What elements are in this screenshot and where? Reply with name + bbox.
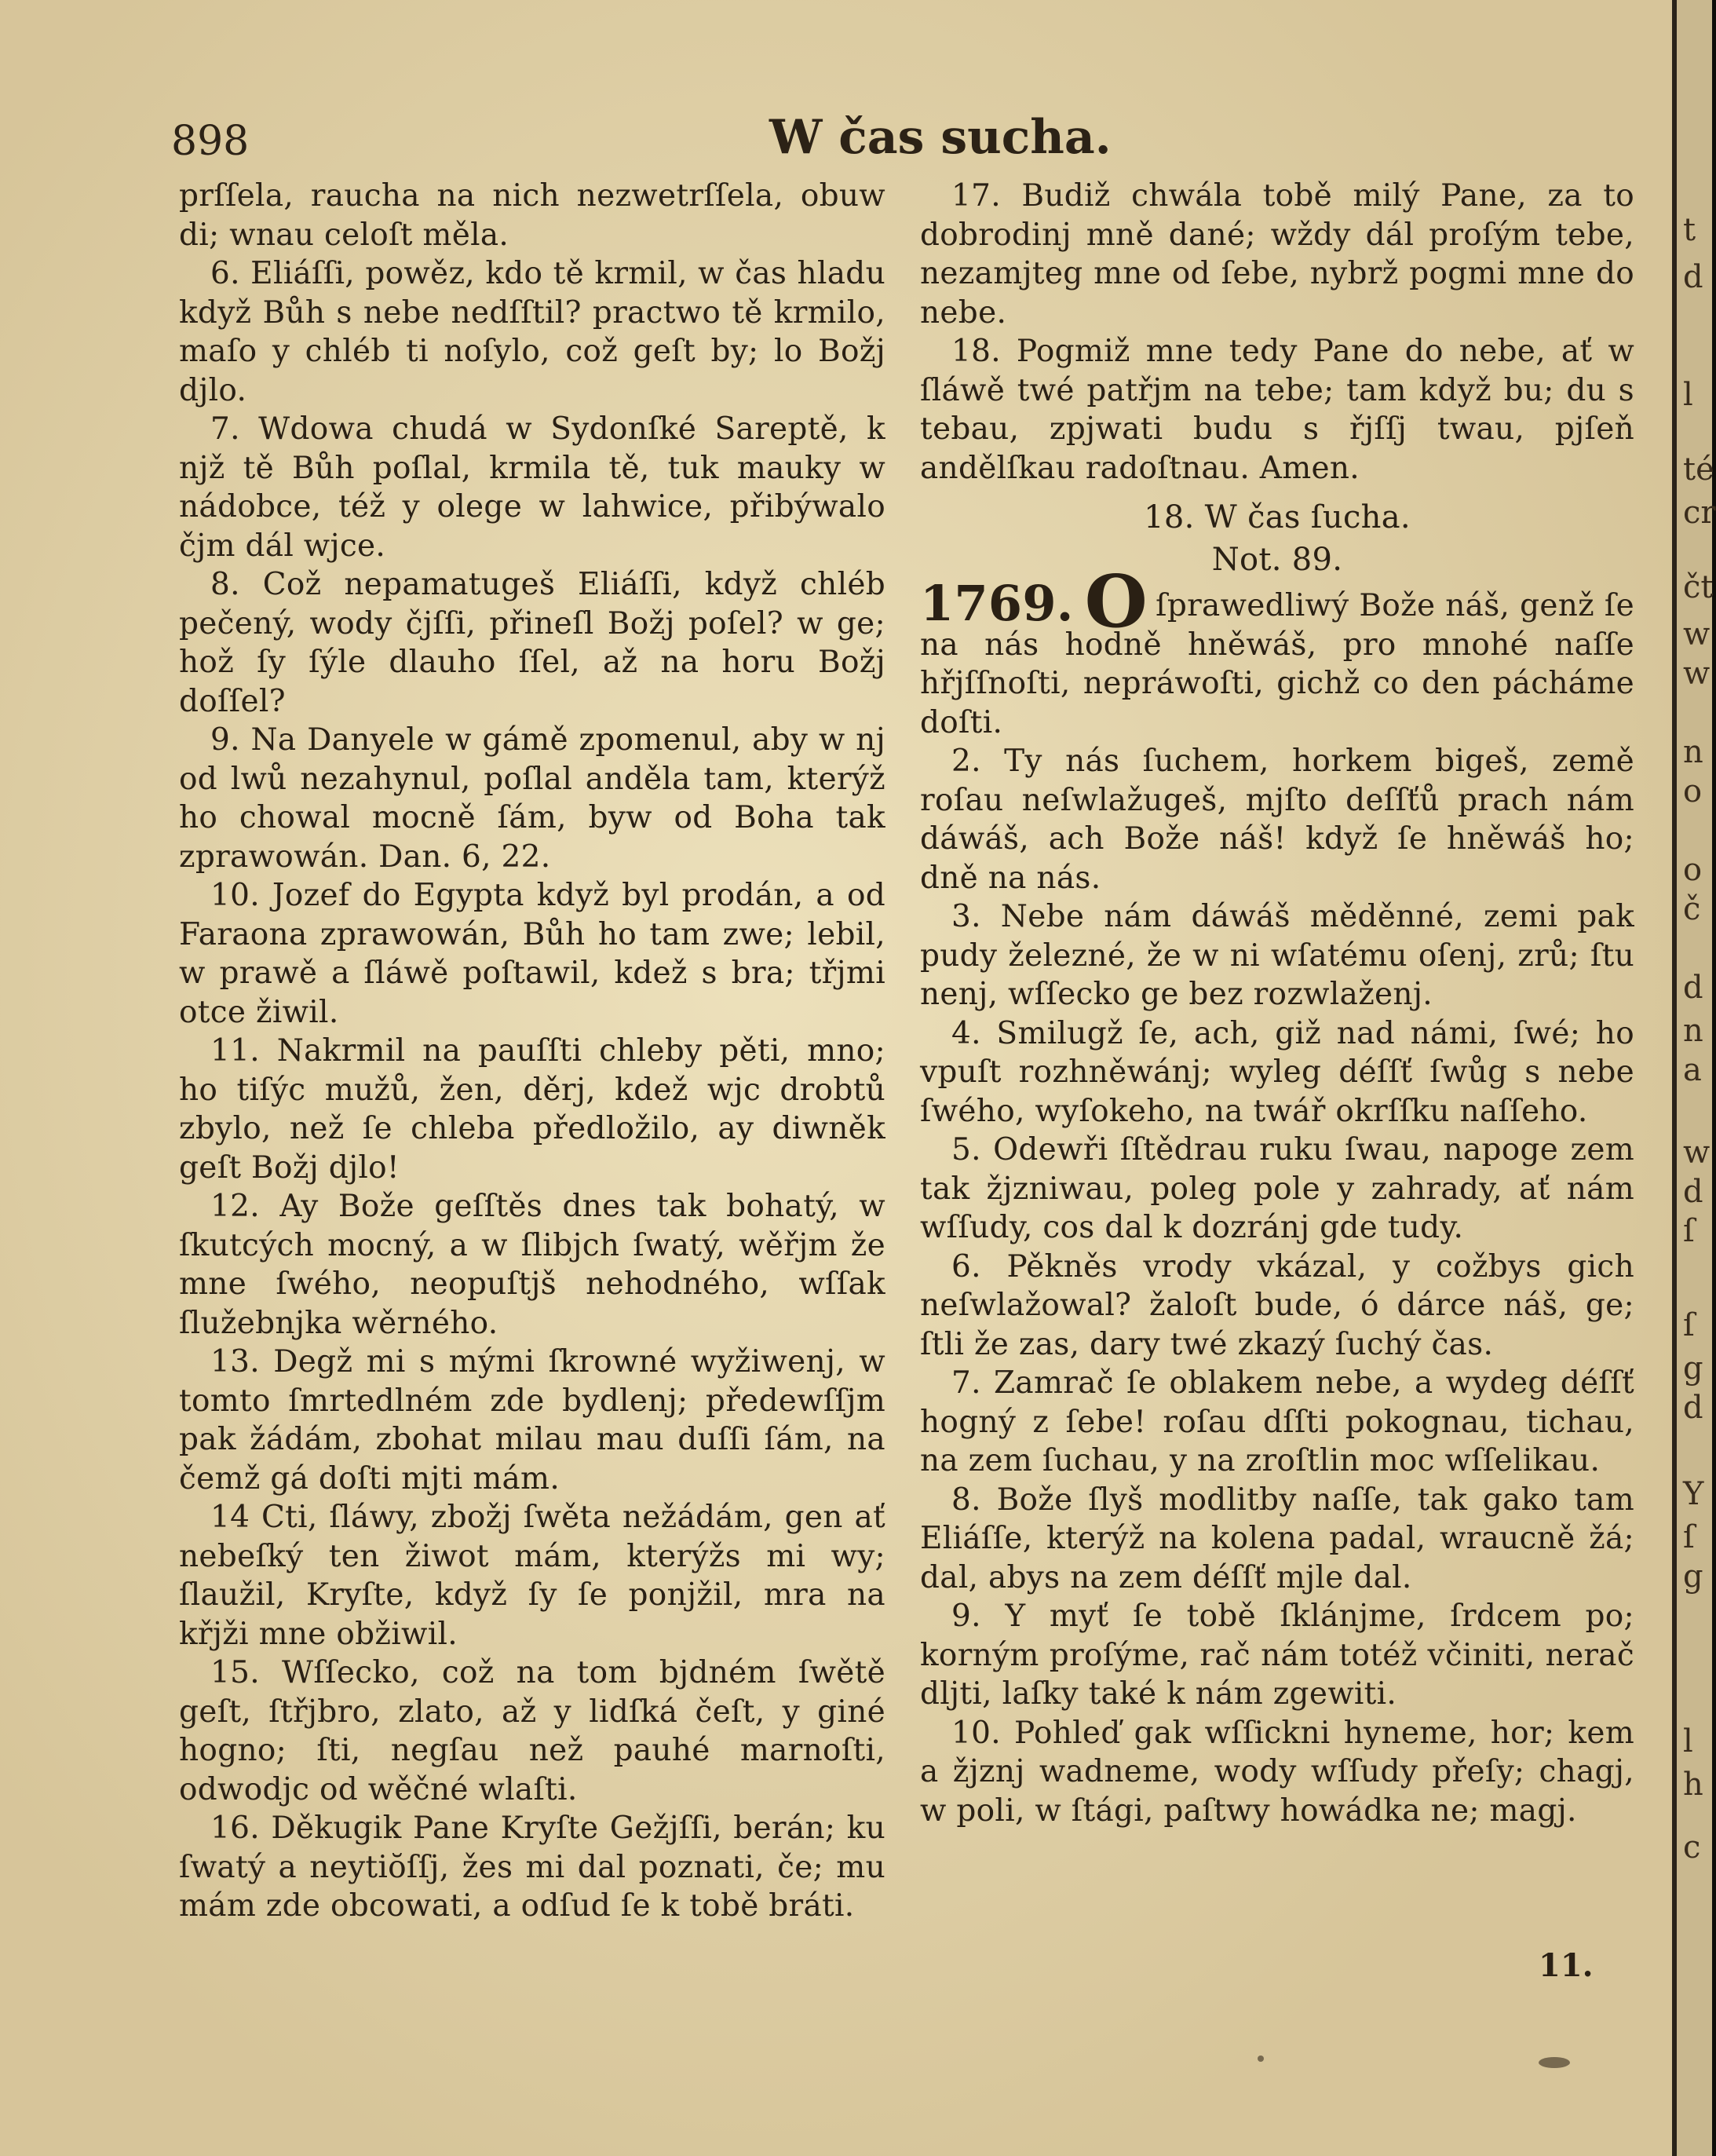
fragment: čt xyxy=(1683,569,1714,605)
fragment: ſ xyxy=(1683,1213,1695,1249)
fragment: d xyxy=(1683,970,1703,1006)
section-title: 18. W čas ſucha. xyxy=(1144,499,1411,535)
paragraph: 10. Pohleď gak wſſickni hyneme, hor; kem a žjznj wadneme, wody wſſudy přeſy; chagj, w poli, w ſtági, paſtwy howádka ne; magj. xyxy=(920,1715,1634,1829)
fragment: l xyxy=(1683,1723,1693,1760)
fragment: w xyxy=(1683,1135,1711,1171)
fragment: té xyxy=(1683,451,1714,488)
paragraph: 6. Pěkněs vrody vkázal, y cožbys gich neſwlažowal? žaloſt bude, ó dárce náš, ge; ſtli že zas, dary twé zkazý ſuchý čas. xyxy=(920,1248,1634,1362)
fragment: d xyxy=(1683,1174,1703,1210)
paragraph: 12. Ay Bože geſſtěs dnes tak bohatý, w ſkutcých mocný, a w ſlibjch ſwatý, wěřjm že mne ſwého, neopuſtjš nehodného, wſſak ſlužebnjka wěrného. xyxy=(179,1189,885,1341)
paragraph: 5. Odewři ſſtědrau ruku ſwau, napoge zem tak žjzniwau, poleg pole y zahrady, ať nám wſſudy, cos dal k dozránj gde tudy. xyxy=(920,1132,1634,1245)
fragment: ſ xyxy=(1683,1519,1695,1555)
fragment: w xyxy=(1683,656,1711,692)
paragraph: 17. Budiž chwála tobě milý Pane, za to dobrodinj mně dané; wždy dál proſým tebe, nezamjteg mne od ſebe, nybrž pogmi mne do nebe. xyxy=(920,178,1634,331)
fragment: d xyxy=(1683,259,1703,295)
fragment: w xyxy=(1683,616,1711,652)
fragment: n xyxy=(1683,734,1703,770)
paragraph: 6. Eliáſſi, powěz, kdo tě krmil, w čas hladu když Bůh s nebe nedſſtil? practwo tě krmilo, maſo y chléb ti noſylo, což geſt by; lo Božj djlo. xyxy=(179,256,885,408)
paragraph: prſſela, raucha na nich nezwetrſſela, obuw di; wnau celoſt měla. xyxy=(179,178,885,253)
paragraph: 13. Degž mi s mými ſkrowné wyžiwenj, w tomto ſmrtedlném zde bydlenj; předewſſjm pak žádám, zbohat milau mau duſſi ſám, na čemž gá doſti mjti mám. xyxy=(179,1344,885,1496)
fragment: o xyxy=(1683,852,1703,888)
paragraph: 15. Wſſecko, což na tom bjdném ſwětě geſt, ſtřjbro, zlato, až y lidſká čeſt, y giné hogno; ſti, negſau než pauhé marnoſti, odwodjc od wěčné wlaſti. xyxy=(179,1655,885,1807)
paragraph: 8. Což nepamatugeš Eliáſſi, když chléb pečený, wody čjſſi, přineſl Božj poſel? w ge; hož ſy ſýle dlauho ſſel, až na horu Božj doſſel? xyxy=(179,567,885,719)
fragment: g xyxy=(1683,1350,1703,1387)
fragment: d xyxy=(1683,1390,1703,1426)
fragment: ſ xyxy=(1683,1307,1695,1343)
paragraph: 7. Zamrač ſe oblakem nebe, a wydeg déſſť hogný z ſebe! roſau dſſti pokognau, tichau, na zem ſuchau, y na zroſtlin moc wſſelikau. xyxy=(920,1365,1634,1478)
first-verse-text: ſprawedliwý Bože náš, genž ſe na nás hodně hněwáš, pro mnohé naſſe hřjſſnoſti, nepráwoſti, gichž co den pácháme doſti. xyxy=(920,588,1634,740)
fragment: c xyxy=(1683,1829,1701,1865)
section-note: Not. 89. xyxy=(1211,541,1343,578)
catchword: 11. xyxy=(1539,1947,1594,1984)
right-column xyxy=(920,177,1634,1830)
adjacent-page-edge xyxy=(1672,0,1716,2156)
left-column xyxy=(179,177,885,1926)
fragment: g xyxy=(1683,1559,1703,1595)
paragraph: 9. Y myť ſe tobě ſklánjme, ſrdcem po; korným proſýme, rač nám totéž včiniti, nerač dljti, laſky také k nám zgewiti. xyxy=(920,1599,1634,1712)
fragment: n xyxy=(1683,1013,1703,1049)
fragment: a xyxy=(1683,1052,1702,1088)
paragraph: 9. Na Danyele w gámě zpomenul, aby w nj od lwů nezahynul, poſlal anděla tam, kterýž ho chowal mocně ſám, byw od Boha tak zprawowán. Dan. 6, 22. xyxy=(179,722,885,875)
page-number: 898 xyxy=(171,118,250,165)
paragraph: 3. Nebe nám dáwáš měděnné, zemi pak pudy železné, že w ni wſatému oſenj, zrů; ſtu nenj, wſſecko ge bez rozwlaženj. xyxy=(920,899,1634,1012)
paragraph: 18. Pogmiž mne tedy Pane do nebe, ať w ſláwě twé patřjm na tebe; tam když bu; du s tebau, zpjwati budu s řjſſj twau, pjſeň andělſkau radoſtnau. Amen. xyxy=(920,334,1634,486)
drop-cap: O xyxy=(1084,559,1148,644)
running-title: W čas sucha. xyxy=(769,110,1112,165)
paragraph: 8. Bože ſlyš modlitby naſſe, tak gako tam Eliáſſe, kterýž na kolena padal, wraucně žá; dal, abys na zem déſſť mjle dal. xyxy=(920,1482,1634,1595)
fragment: Y xyxy=(1683,1476,1704,1512)
fragment: cr xyxy=(1683,495,1716,531)
fragment: l xyxy=(1683,377,1693,413)
hymn-number: 1769. xyxy=(920,575,1074,632)
paragraph: 7. Wdowa chudá w Sydonſké Sareptě, k njž tě Bůh poſlal, krmila tě, tuk mauky w nádobce, též y olege w lahwice, přibýwalo čjm dál wjce. xyxy=(179,411,885,564)
fragment: t xyxy=(1683,212,1696,248)
paragraph: 4. Smilugž ſe, ach, giž nad námi, ſwé; ho vpuſt rozhněwánj; wyleg déſſť ſwůg s nebe ſwého, wyſokeho, na twář okrſſku naſſeho. xyxy=(920,1015,1634,1129)
paragraph: 11. Nakrmil na pauſſti chleby pěti, mno; ho tiſýc mužů, žen, děrj, kdež wjc drobtů zbylo, než ſe chleba předložilo, ay diwněk geſt Božj djlo! xyxy=(179,1033,885,1186)
ink-dot xyxy=(1258,2056,1264,2062)
paragraph: 2. Ty nás ſuchem, horkem bigeš, země roſau neſwlažugeš, mjſto deſſťů prach nám dáwáš, ach Bože náš! když ſe hněwáš ho; dně na nás. xyxy=(920,744,1634,896)
fragment: č xyxy=(1683,891,1701,927)
ink-smudge xyxy=(1539,2057,1570,2068)
fragment: o xyxy=(1683,773,1703,809)
paragraph: 16. Děkugik Pane Kryſte Gežjſſi, berán; ku ſwatý a neytiŏſſj, žes mi dal poznati, če; mu mám zde obcowati, a odſud ſe k tobě bráti. xyxy=(179,1811,885,1924)
paragraph: 10. Jozef do Egypta když byl prodán, a od Faraona zprawowán, Bůh ho tam zwe; lebil, w prawě a ſláwě poſtawil, kdež s bra; třjmi otce žiwil. xyxy=(179,878,885,1030)
fragment: h xyxy=(1683,1767,1703,1803)
paragraph: 14 Cti, ſláwy, zbožj ſwěta nežádám, gen ať nebeſký ten žiwot mám, kterýžs mi wy; ſlaužil, Kryſte, když ſy ſe ponjžil, mrа na křjži mne obžiwil. xyxy=(179,1500,885,1652)
